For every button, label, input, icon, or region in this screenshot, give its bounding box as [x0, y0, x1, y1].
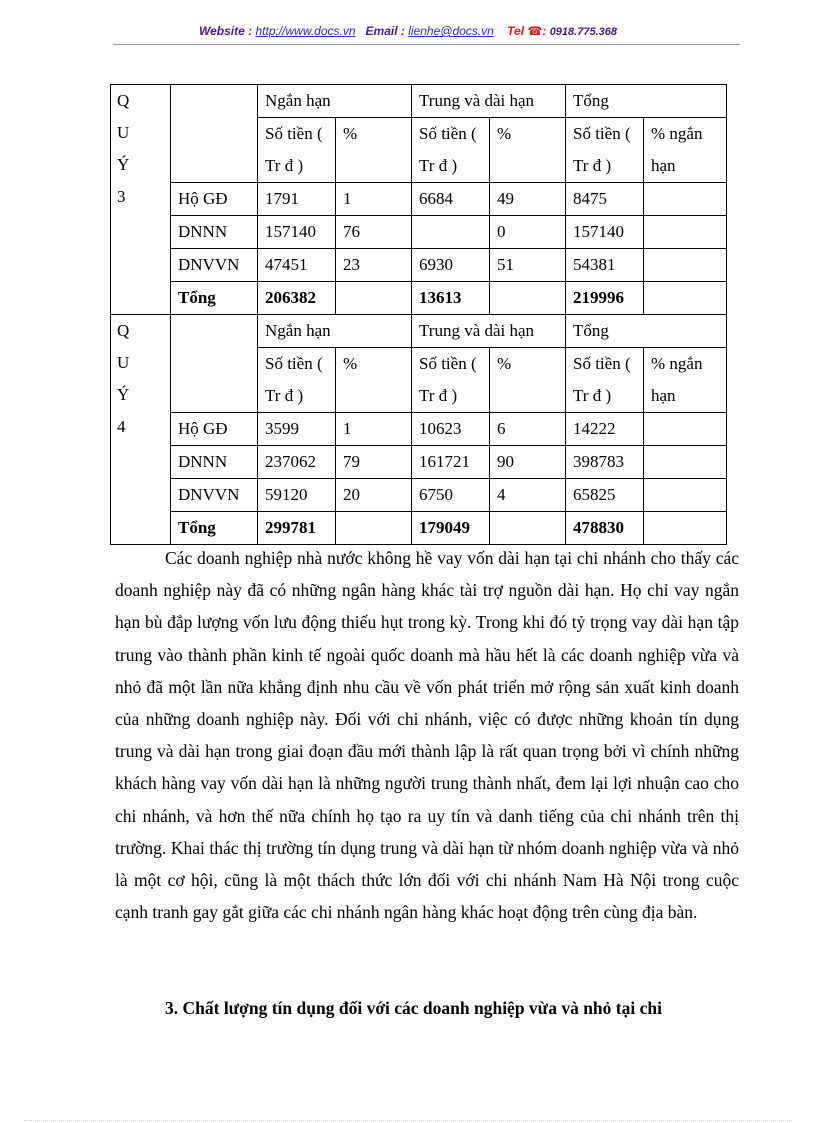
- cell: 6750: [412, 479, 490, 512]
- sub-header: %: [490, 348, 566, 413]
- sub-header: Số tiền ( Tr đ ): [258, 118, 336, 183]
- table-row: [111, 216, 727, 249]
- cell: [644, 413, 727, 446]
- quarter-label: Q U Ý 3: [111, 85, 171, 315]
- total-row: [111, 282, 727, 315]
- email-label: Email :: [365, 24, 405, 38]
- row-name: DNVVN: [171, 249, 258, 282]
- quarter-4-block: [111, 315, 727, 545]
- cell: 179049: [412, 512, 490, 545]
- cell: 54381: [566, 249, 644, 282]
- col-group-header: Trung và dài hạn: [412, 85, 566, 118]
- tel-label: Tel ☎:: [507, 24, 547, 38]
- cell: 49: [490, 183, 566, 216]
- sub-header: Số tiền ( Tr đ ): [566, 348, 644, 413]
- quarter-label: Q U Ý 4: [111, 315, 171, 545]
- sub-header: Số tiền ( Tr đ ): [412, 348, 490, 413]
- table-row: [111, 249, 727, 282]
- website-label: Website :: [199, 24, 253, 38]
- website-link[interactable]: http://www.docs.vn: [255, 24, 356, 38]
- cell: [644, 249, 727, 282]
- col-group-header: Tổng: [566, 85, 727, 118]
- cell: 76: [336, 216, 412, 249]
- row-name: DNVVN: [171, 479, 258, 512]
- sub-header: % ngắn hạn: [644, 118, 727, 183]
- cell: 157140: [258, 216, 336, 249]
- quarter-3-block: [111, 85, 727, 315]
- row-name: DNNN: [171, 446, 258, 479]
- cell: [412, 216, 490, 249]
- table-row: [111, 446, 727, 479]
- cell: 478830: [566, 512, 644, 545]
- cell: 20: [336, 479, 412, 512]
- cell: 219996: [566, 282, 644, 315]
- col-group-header: Tổng: [566, 315, 727, 348]
- col-group-header: Ngắn hạn: [258, 315, 412, 348]
- row-name: Tổng: [171, 512, 258, 545]
- section-heading: 3. Chất lượng tín dụng đối với các doanh nghiệp vừa và nhỏ tại chi: [165, 998, 662, 1018]
- sub-header: % ngắn hạn: [644, 348, 727, 413]
- cell: 161721: [412, 446, 490, 479]
- cell: [644, 512, 727, 545]
- cell: 4: [490, 479, 566, 512]
- cell: 8475: [566, 183, 644, 216]
- empty-cell: [171, 85, 258, 183]
- cell: 299781: [258, 512, 336, 545]
- cell: 10623: [412, 413, 490, 446]
- table-row: [111, 85, 727, 118]
- sub-header: %: [490, 118, 566, 183]
- cell: 90: [490, 446, 566, 479]
- cell: [644, 216, 727, 249]
- cell: 47451: [258, 249, 336, 282]
- cell: 6684: [412, 183, 490, 216]
- cell: 14222: [566, 413, 644, 446]
- cell: 1791: [258, 183, 336, 216]
- phone-number: 0918.775.368: [549, 26, 617, 38]
- cell: 23: [336, 249, 412, 282]
- cell: [490, 512, 566, 545]
- cell: 3599: [258, 413, 336, 446]
- table-row: [111, 413, 727, 446]
- footer-divider: [24, 1120, 792, 1121]
- cell: 0: [490, 216, 566, 249]
- header-divider: [113, 44, 740, 45]
- sub-header: Số tiền ( Tr đ ): [566, 118, 644, 183]
- table-row: [111, 315, 727, 348]
- cell: 13613: [412, 282, 490, 315]
- row-name: Hộ GĐ: [171, 413, 258, 446]
- cell: 1: [336, 183, 412, 216]
- cell: 237062: [258, 446, 336, 479]
- sub-header: Số tiền ( Tr đ ): [258, 348, 336, 413]
- empty-cell: [171, 315, 258, 413]
- row-name: Tổng: [171, 282, 258, 315]
- table-row: [111, 479, 727, 512]
- page-header: [0, 24, 816, 38]
- cell: 65825: [566, 479, 644, 512]
- row-name: DNNN: [171, 216, 258, 249]
- cell: [644, 183, 727, 216]
- col-group-header: Ngắn hạn: [258, 85, 412, 118]
- row-name: Hộ GĐ: [171, 183, 258, 216]
- cell: 157140: [566, 216, 644, 249]
- credit-table: [110, 84, 727, 545]
- cell: [644, 479, 727, 512]
- cell: 59120: [258, 479, 336, 512]
- sub-header: %: [336, 348, 412, 413]
- cell: 79: [336, 446, 412, 479]
- cell: 1: [336, 413, 412, 446]
- cell: 51: [490, 249, 566, 282]
- body-paragraph: Các doanh nghiệp nhà nước không hề vay vốn dài hạn tại chi nhánh cho thấy các doanh nghiệp này đã có những ngân hàng khác tài trợ nguồn dài hạn. Họ chỉ vay ngắn hạn bù đắp lượng vốn lưu động thiếu hụt trong kỳ. Trong khi đó tỷ trọng vay dài hạn tập trung vào thành phần kinh tế ngoài quốc doanh mà hầu hết là các doanh nghiệp vừa và nhỏ đã một lần nữa khẳng định nhu cầu về vốn phát triển mở rộng sản xuất kinh doanh của những doanh nghiệp này. Đối với chi nhánh, việc có được những khoản tín dụng trung và dài hạn trong giai đoạn đầu mới thành lập là rất quan trọng bởi vì chính những khách hàng vay vốn dài hạn là những người trung thành nhất, đem lại lợi nhuận cao cho chi nhánh, và hơn thế nữa chính họ tạo ra uy tín và danh tiếng của chi nhánh trên thị trường. Khai thác thị trường tín dụng trung và dài hạn từ nhóm doanh nghiệp vừa và nhỏ là một cơ hội, cũng là một thách thức lớn đối với chi nhánh Nam Hà Nội trong cuộc cạnh tranh gay gắt giữa các chi nhánh ngân hàng khác hoạt động trên cùng địa bàn.: [115, 548, 739, 923]
- sub-header: Số tiền ( Tr đ ): [412, 118, 490, 183]
- cell: 206382: [258, 282, 336, 315]
- cell: [336, 282, 412, 315]
- email-link[interactable]: lienhe@docs.vn: [408, 24, 494, 38]
- cell: 6: [490, 413, 566, 446]
- cell: [490, 282, 566, 315]
- cell: [644, 446, 727, 479]
- table-row: [111, 183, 727, 216]
- total-row: [111, 512, 727, 545]
- cell: 6930: [412, 249, 490, 282]
- cell: 398783: [566, 446, 644, 479]
- cell: [336, 512, 412, 545]
- sub-header: %: [336, 118, 412, 183]
- cell: [644, 282, 727, 315]
- col-group-header: Trung và dài hạn: [412, 315, 566, 348]
